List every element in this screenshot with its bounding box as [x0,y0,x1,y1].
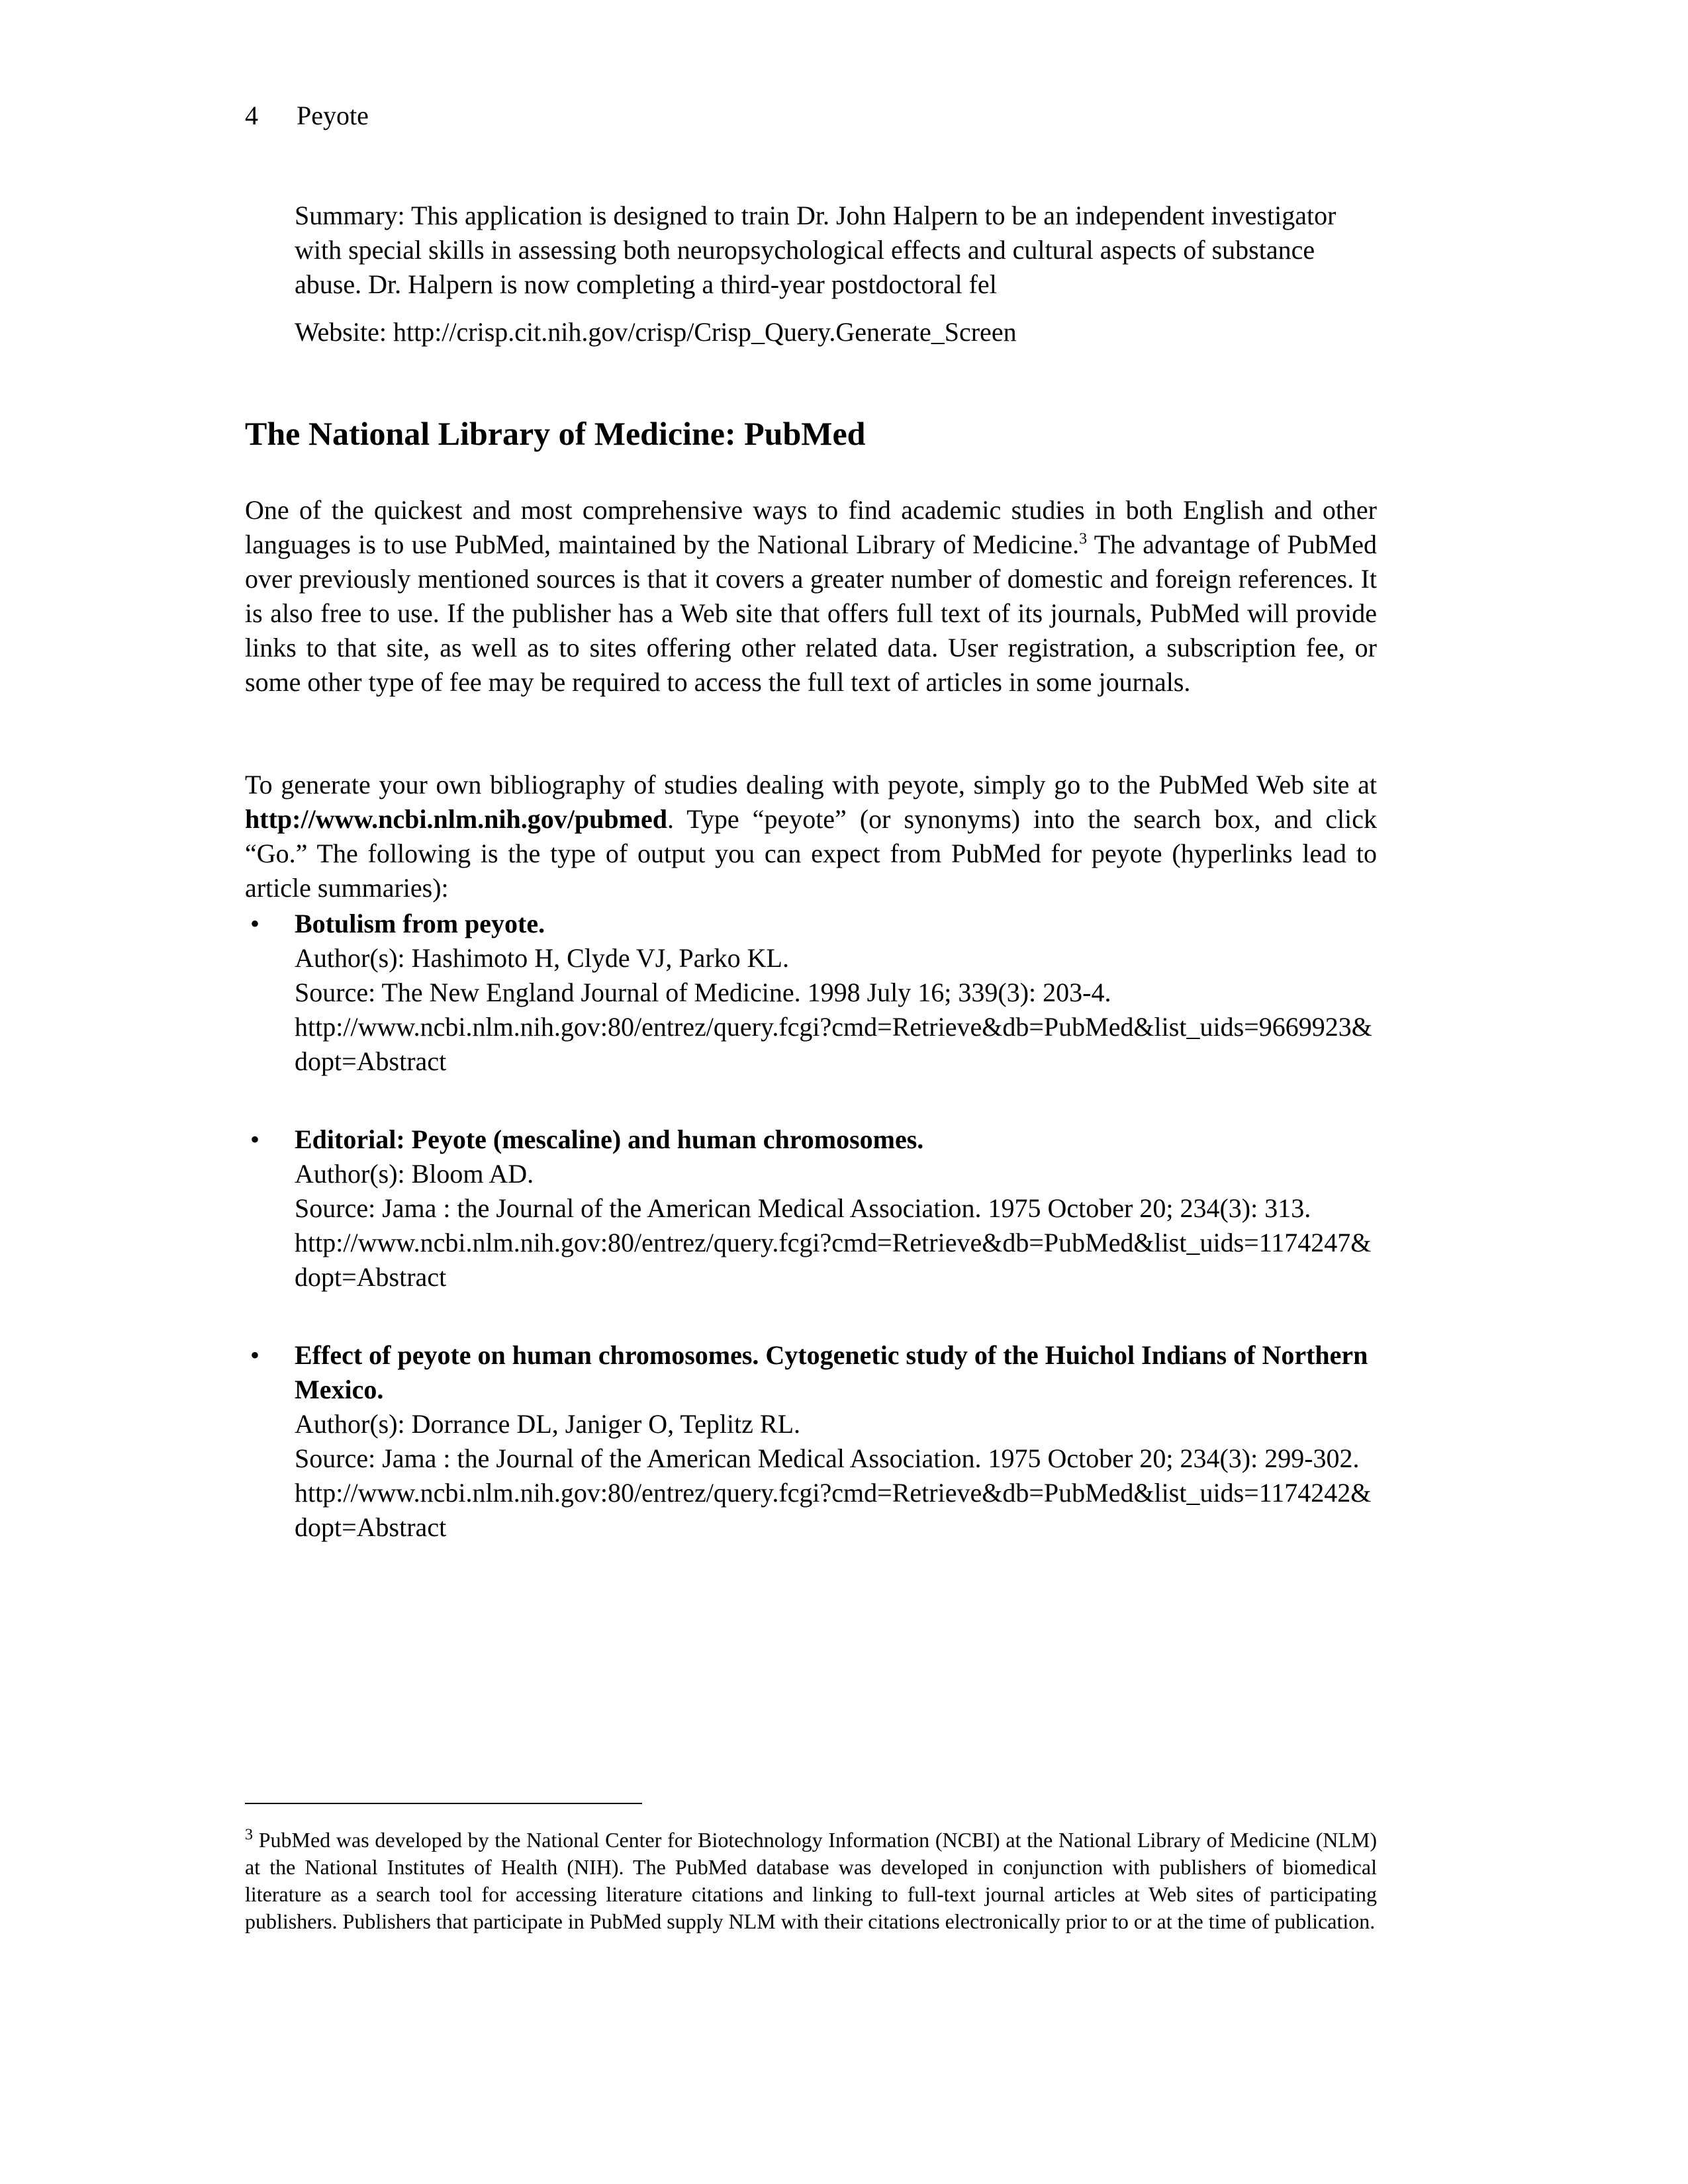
result-authors: Author(s): Bloom AD. [295,1159,534,1189]
footnote [245,1827,1377,1935]
footnote-reference[interactable]: 3 [1079,530,1088,548]
pubmed-link[interactable]: http://www.ncbi.nlm.nih.gov/pubmed [245,804,667,834]
bullet-icon: • [250,1124,259,1154]
list-item [245,907,1377,1079]
section-title: The National Library of Medicine: PubMed [245,415,866,452]
instructions-text-part1: To generate your own bibliography of studies dealing with peyote, simply go to the PubMed Web site at [245,770,1377,799]
footnote-marker: 3 [245,1826,253,1844]
result-authors: Author(s): Hashimoto H, Clyde VJ, Parko KL. [295,943,789,973]
result-source: Source: Jama : the Journal of the American Medical Association. 1975 October 20; 234(3): 299-302. [295,1443,1360,1473]
page-header [245,99,369,132]
bullet-icon: • [250,1340,259,1370]
summary-text: Summary: This application is designed to train Dr. John Halpern to be an independent investigator with special skills in assessing both neuropsychological effects and cultural aspects of substance abuse. Dr. Halpern is now completing a third-year postdoctoral fel [295,201,1336,299]
result-url[interactable]: http://www.ncbi.nlm.nih.gov:80/entrez/query.fcgi?cmd=Retrieve&db=PubMed&list_uids=1174247&dopt=Abstract [295,1228,1372,1292]
list-item [245,1122,1377,1295]
result-title[interactable]: Editorial: Peyote (mescaline) and human chromosomes. [295,1124,924,1154]
page-number: 4 [245,101,258,130]
result-title[interactable]: Botulism from peyote. [295,909,545,938]
summary-block [295,199,1374,349]
footnote-divider [245,1803,642,1804]
result-source: Source: Jama : the Journal of the American Medical Association. 1975 October 20; 234(3): 313. [295,1193,1311,1223]
footnote-text: PubMed was developed by the National Center for Biotechnology Information (NCBI) at the National Library of Medicine (NLM) at the National Institutes of Health (NIH). The PubMed database was developed in conjunction with publishers of biomedical literature as a search tool for accessing literature citations and linking to full-text journal articles at Web sites of participating publishers. Publishers that participate in PubMed supply NLM with their citations electronically prior to or at the time of publication. [245,1828,1377,1933]
search-results-list [245,907,1377,1588]
pubmed-instructions-paragraph [245,768,1377,905]
list-item [245,1338,1377,1545]
result-source: Source: The New England Journal of Medicine. 1998 July 16; 339(3): 203-4. [295,978,1111,1007]
intro-text-part1: One of the quickest and most comprehensive ways to find academic studies in both English and other languages is to use PubMed, maintained by the National Library of Medicine. [245,495,1377,559]
intro-text-part2: The advantage of PubMed over previously mentioned sources is that it covers a greater number of domestic and foreign references. It is also free to use. If the publisher has a Web site that offers full text of its journals, PubMed will provide links to that site, as well as to sites offering other related data. User registration, a subscription fee, or some other type of fee may be required to access the full text of articles in some journals. [245,529,1377,697]
pubmed-intro-paragraph [245,493,1377,700]
website-line: Website: http://crisp.cit.nih.gov/crisp/Crisp_Query.Generate_Screen [295,317,1017,347]
result-authors: Author(s): Dorrance DL, Janiger O, Teplitz RL. [295,1409,801,1439]
bullet-icon: • [250,909,259,938]
instructions-text-part2: . Type “peyote” (or synonyms) into the search box, and click “Go.” The following is the type of output you can expect from PubMed for peyote (hyperlinks lead to article summaries): [245,804,1377,903]
result-title[interactable]: Effect of peyote on human chromosomes. Cytogenetic study of the Huichol Indians of Northern Mexico. [295,1340,1368,1404]
result-url[interactable]: http://www.ncbi.nlm.nih.gov:80/entrez/query.fcgi?cmd=Retrieve&db=PubMed&list_uids=9669923&dopt=Abstract [295,1012,1372,1076]
running-title: Peyote [297,101,369,130]
result-url[interactable]: http://www.ncbi.nlm.nih.gov:80/entrez/query.fcgi?cmd=Retrieve&db=PubMed&list_uids=1174242&dopt=Abstract [295,1478,1372,1542]
